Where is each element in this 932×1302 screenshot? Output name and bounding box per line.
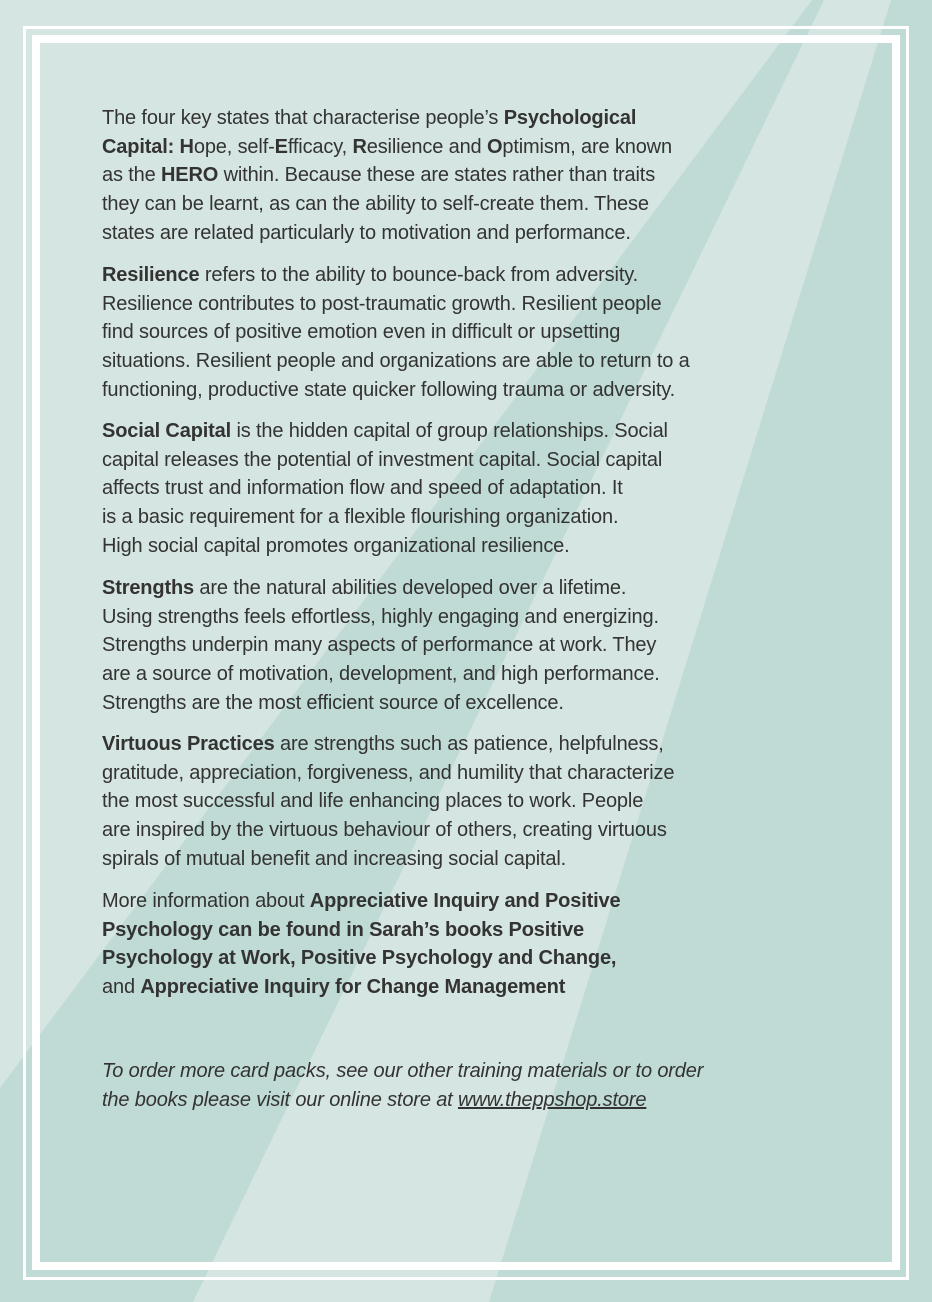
text-line: Strengths are the most efficient source of excellence. xyxy=(102,691,564,714)
term-optimism-initial: O xyxy=(486,135,503,158)
term-hero: HERO xyxy=(161,164,219,187)
text-line: functioning, productive state quicker following trauma or adversity. xyxy=(102,378,676,401)
paragraph-psychological-capital xyxy=(102,104,672,248)
paragraph-social-capital xyxy=(102,417,668,561)
book-reference: Psychology can be found in Sarah’s books Positive xyxy=(102,918,585,941)
text: as the xyxy=(102,164,161,187)
text-line: is a basic requirement for a flexible flourishing organization. xyxy=(102,506,619,529)
text-line: affects trust and information flow and speed of adaptation. It xyxy=(102,477,623,500)
text-line: Strengths underpin many aspects of performance at work. They xyxy=(102,634,657,657)
text-line: To order more card packs, see our other training materials or to order xyxy=(102,1060,704,1082)
store-link[interactable]: www.theppshop.store xyxy=(457,1088,647,1111)
text: within. Because these are states rather than traits xyxy=(218,164,656,187)
paragraph-resilience xyxy=(102,261,690,405)
text-line: Resilience contributes to post-traumatic growth. Resilient people xyxy=(102,292,662,315)
text-line: spirals of mutual benefit and increasing social capital. xyxy=(102,847,567,870)
book-reference: Psychology at Work, Positive Psychology and Change, xyxy=(102,947,617,970)
text: the books please visit our online store at xyxy=(102,1088,458,1111)
term-virtuous-practices: Virtuous Practices xyxy=(102,733,275,755)
paragraph-virtuous-practices xyxy=(102,730,674,874)
term-psychological-capital: Psychological xyxy=(503,107,637,129)
text-line: are inspired by the virtuous behaviour of others, creating virtuous xyxy=(102,819,667,842)
text: are the natural abilities developed over a lifetime. xyxy=(194,577,627,599)
term-social-capital: Social Capital xyxy=(102,420,232,442)
text-line: gratitude, appreciation, forgiveness, and humility that characterize xyxy=(102,761,675,784)
term-hope-initial: Capital: H xyxy=(102,135,194,158)
text: esilience and xyxy=(366,135,487,158)
term-resilience: Resilience xyxy=(102,264,200,286)
term-resilience-initial: R xyxy=(352,135,367,158)
text-line: situations. Resilient people and organizations are able to return to a xyxy=(102,350,690,373)
text: and xyxy=(102,976,141,999)
text-line: states are related particularly to motivation and performance. xyxy=(102,221,631,244)
text-line: High social capital promotes organizational resilience. xyxy=(102,534,570,557)
book-reference: Appreciative Inquiry and Positive xyxy=(309,890,621,912)
text: ptimism, are known xyxy=(502,135,672,158)
text: are strengths such as patience, helpfulness, xyxy=(274,733,664,755)
text-line: Using strengths feels effortless, highly engaging and energizing. xyxy=(102,605,659,628)
text: The four key states that characterise people’s xyxy=(102,107,504,129)
paragraph-strengths xyxy=(102,574,660,718)
text: refers to the ability to bounce-back from adversity. xyxy=(199,264,638,286)
paragraph-more-information xyxy=(102,887,620,1002)
book-reference: Appreciative Inquiry for Change Management xyxy=(140,976,566,999)
term-efficacy-initial: E xyxy=(274,135,288,158)
text-line: the most successful and life enhancing places to work. People xyxy=(102,790,644,813)
term-strengths: Strengths xyxy=(102,577,194,599)
text-line: find sources of positive emotion even in difficult or upsetting xyxy=(102,321,621,344)
text-line: are a source of motivation, development, and high performance. xyxy=(102,663,660,686)
paragraph-order-info xyxy=(102,1057,703,1114)
text-line: they can be learnt, as can the ability to self-create them. These xyxy=(102,193,649,216)
text: is the hidden capital of group relationships. Social xyxy=(231,420,668,442)
text: ope, self- xyxy=(193,135,275,158)
text-line: capital releases the potential of investment capital. Social capital xyxy=(102,448,663,471)
text: More information about xyxy=(102,890,310,912)
text: fficacy, xyxy=(287,135,353,158)
